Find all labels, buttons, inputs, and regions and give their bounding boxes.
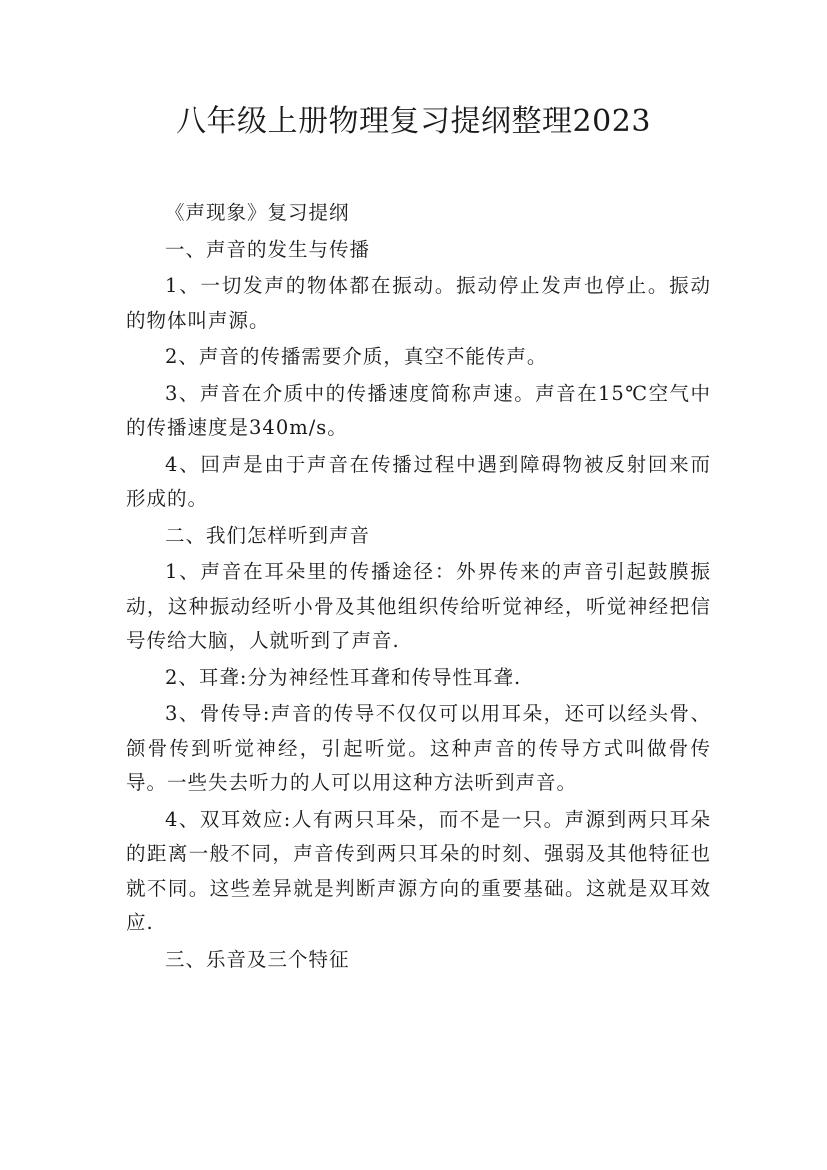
paragraph: 1、声音在耳朵里的传播途径：外界传来的声音引起鼓膜振动，这种振动经听小骨及其他组织传给听觉神经，听觉神经把信号传给大脑，人就听到了声音. [126,560,711,652]
document-body [126,196,711,979]
paragraph: 1、一切发声的物体都在振动。振动停止发声也停止。振动的物体叫声源。 [126,274,711,332]
paragraph: 3、骨传导:声音的传导不仅仅可以用耳朵，还可以经头骨、颌骨传到听觉神经，引起听觉。这种声音的传导方式叫做骨传导。一些失去听力的人可以用这种方法听到声音。 [126,702,711,794]
section-heading: 《声现象》复习提纲 [165,201,350,224]
paragraph: 2、声音的传播需要介质，真空不能传声。 [165,345,548,368]
paragraph: 4、双耳效应:人有两只耳朵，而不是一只。声源到两只耳朵的距离一般不同，声音传到两只耳朵的时刻、强弱及其他特征也就不同。这些差异就是判断声源方向的重要基础。这就是双耳效应. [126,807,711,934]
subsection-heading: 二、我们怎样听到声音 [165,523,371,547]
paragraph: 4、回声是由于声音在传播过程中遇到障碍物被反射回来而形成的。 [126,452,711,510]
document-title: 八年级上册物理复习提纲整理2023 [176,104,651,139]
subsection-heading: 三、乐音及三个特征 [165,947,350,971]
subsection-heading: 一、声音的发生与传播 [165,237,371,261]
paragraph: 2、耳聋:分为神经性耳聋和传导性耳聋. [165,665,522,689]
paragraph: 3、声音在介质中的传播速度简称声速。声音在15℃空气中的传播速度是340m/s。 [126,381,711,439]
